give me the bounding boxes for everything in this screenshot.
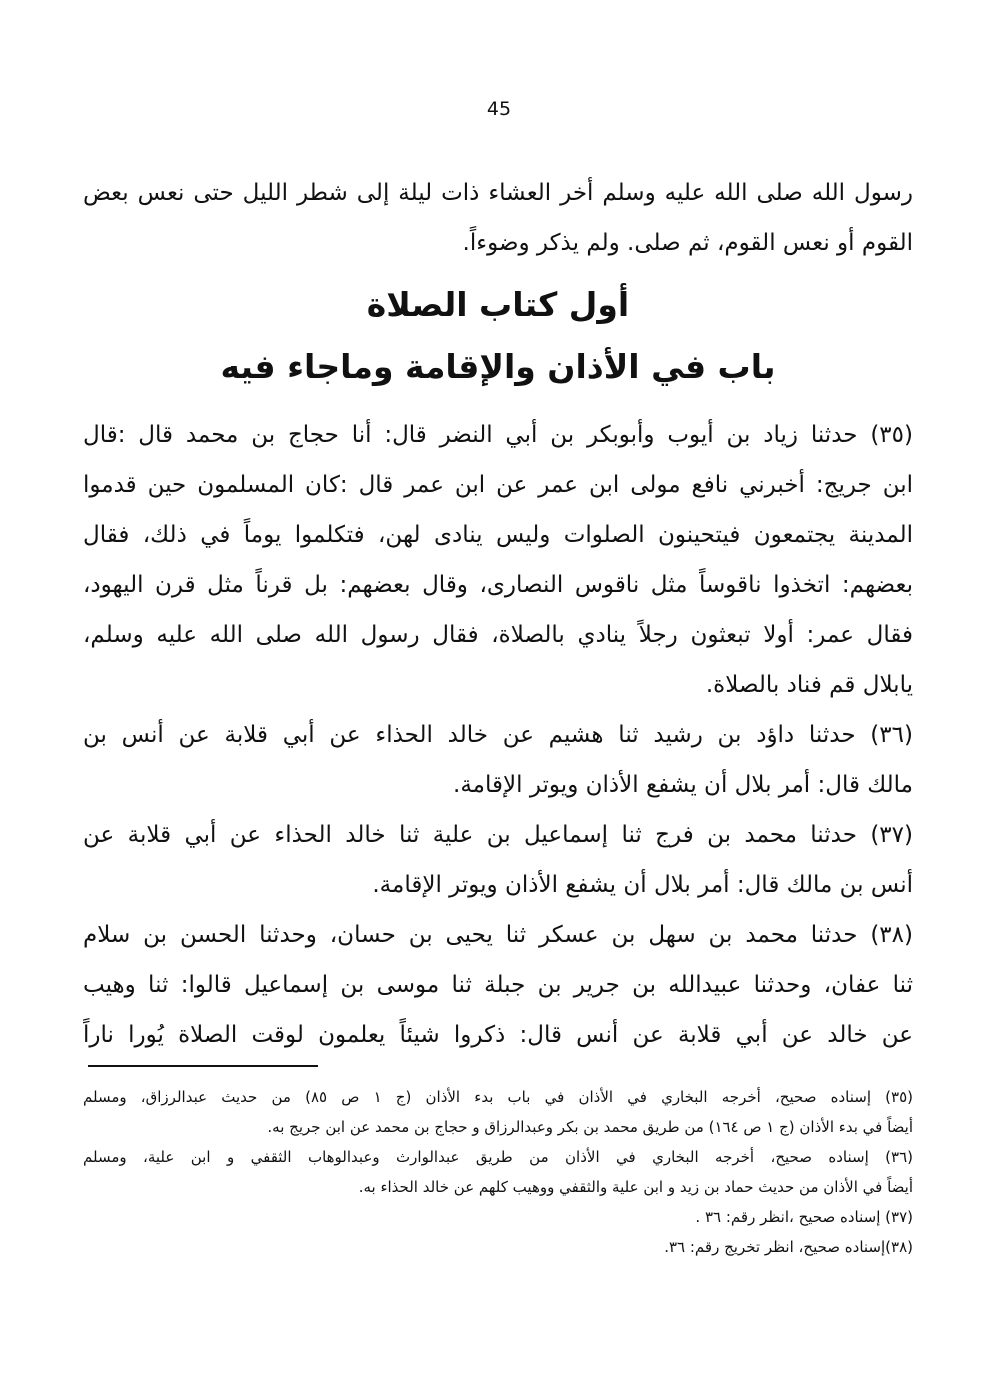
text-line: ابن جريج: أخبرني نافع مولى ابن عمر عن ابن عمر قال :كان المسلمون حين قدموا [83, 472, 913, 498]
text-line: القوم أو نعس القوم، ثم صلى. ولم يذكر وضوءاً. [462, 230, 913, 256]
footnote-separator [88, 1065, 318, 1067]
footnotes [83, 1082, 913, 1262]
text-line: رسول الله صلى الله عليه وسلم أخر العشاء ذات ليلة إلى شطر الليل حتى نعس بعض [83, 180, 913, 206]
footnote-line: أيضاً في الأذان من حديث حماد بن زيد و ابن علية والثقفي ووهيب كلهم عن خالد الحذاء به. [358, 1178, 913, 1196]
text-line: بعضهم: اتخذوا ناقوساً مثل ناقوس النصارى، وقال بعضهم: بل قرناً مثل قرن اليهود، [83, 572, 913, 598]
text-line: يابلال قم فناد بالصلاة. [705, 672, 913, 698]
text-line: المدينة يجتمعون فيتحينون الصلوات وليس ينادى لهن، فتكلموا يوماً في ذلك، فقال [83, 522, 913, 548]
footnote-line: (٣٨)إسناده صحيح، انظر تخريج رقم: ٣٦. [664, 1238, 913, 1256]
footnote-37 [83, 1202, 913, 1232]
page-number: 45 [486, 98, 512, 120]
text-line: مالك قال: أمر بلال أن يشفع الأذان ويوتر الإقامة. [453, 772, 913, 798]
intro-paragraph [83, 168, 913, 268]
text-line: أنس بن مالك قال: أمر بلال أن يشفع الأذان ويوتر الإقامة. [372, 872, 913, 898]
text-line: (٣٨) حدثنا محمد بن سهل بن عسكر ثنا يحيى بن حسان، وحدثنا الحسن بن سلام [83, 922, 913, 948]
text-line: (٣٧) حدثنا محمد بن فرج ثنا إسماعيل بن علية ثنا خالد الحذاء عن أبي قلابة عن [83, 822, 913, 848]
hadith-38 [83, 910, 913, 1060]
footnote-line: أيضاً في بدء الأذان (ج ١ ص ١٦٤) من طريق محمد بن بكر وعبدالرزاق و حجاج بن محمد عن ابن جريج به. [267, 1118, 913, 1136]
text-line: (٣٦) حدثنا داؤد بن رشيد ثنا هشيم عن خالد الحذاء عن أبي قلابة عن أنس بن [83, 722, 913, 748]
main-text [83, 168, 913, 1060]
footnote-line: (٣٦) إسناده صحيح، أخرجه البخاري في الأذان من طريق عبدالوارث وعبدالوهاب الثقفي و ابن علية، ومسلم [83, 1148, 913, 1166]
hadith-35 [83, 410, 913, 710]
hadith-36 [83, 710, 913, 810]
footnote-36 [83, 1142, 913, 1202]
hadith-37 [83, 810, 913, 910]
chapter-title: باب في الأذان والإقامة وماجاء فيه [220, 347, 776, 386]
footnote-35 [83, 1082, 913, 1142]
text-line: ثنا عفان، وحدثنا عبيدالله بن جرير بن جبلة ثنا موسى بن إسماعيل قالوا: ثنا وهيب [83, 972, 913, 998]
footnote-line: (٣٥) إسناده صحيح، أخرجه البخاري في الأذان في باب بدء الأذان (ج ١ ص ٨٥) من حديث عبدالرزاق، ومسلم [83, 1088, 913, 1106]
footnote-line: (٣٧) إسناده صحيح ،انظر رقم: ٣٦ . [695, 1208, 913, 1226]
book-title: أول كتاب الصلاة [366, 285, 630, 324]
text-line: (٣٥) حدثنا زياد بن أيوب وأبوبكر بن أبي النضر قال: أنا حجاج بن محمد قال :قال [83, 422, 913, 448]
text-line: عن خالد عن أبي قلابة عن أنس قال: ذكروا شيئاً يعلمون لوقت الصلاة يُورا ناراً [83, 1022, 913, 1048]
footnote-38 [83, 1232, 913, 1262]
text-line: فقال عمر: أولا تبعثون رجلاً ينادي بالصلاة، فقال رسول الله صلى الله عليه وسلم، [83, 622, 913, 648]
